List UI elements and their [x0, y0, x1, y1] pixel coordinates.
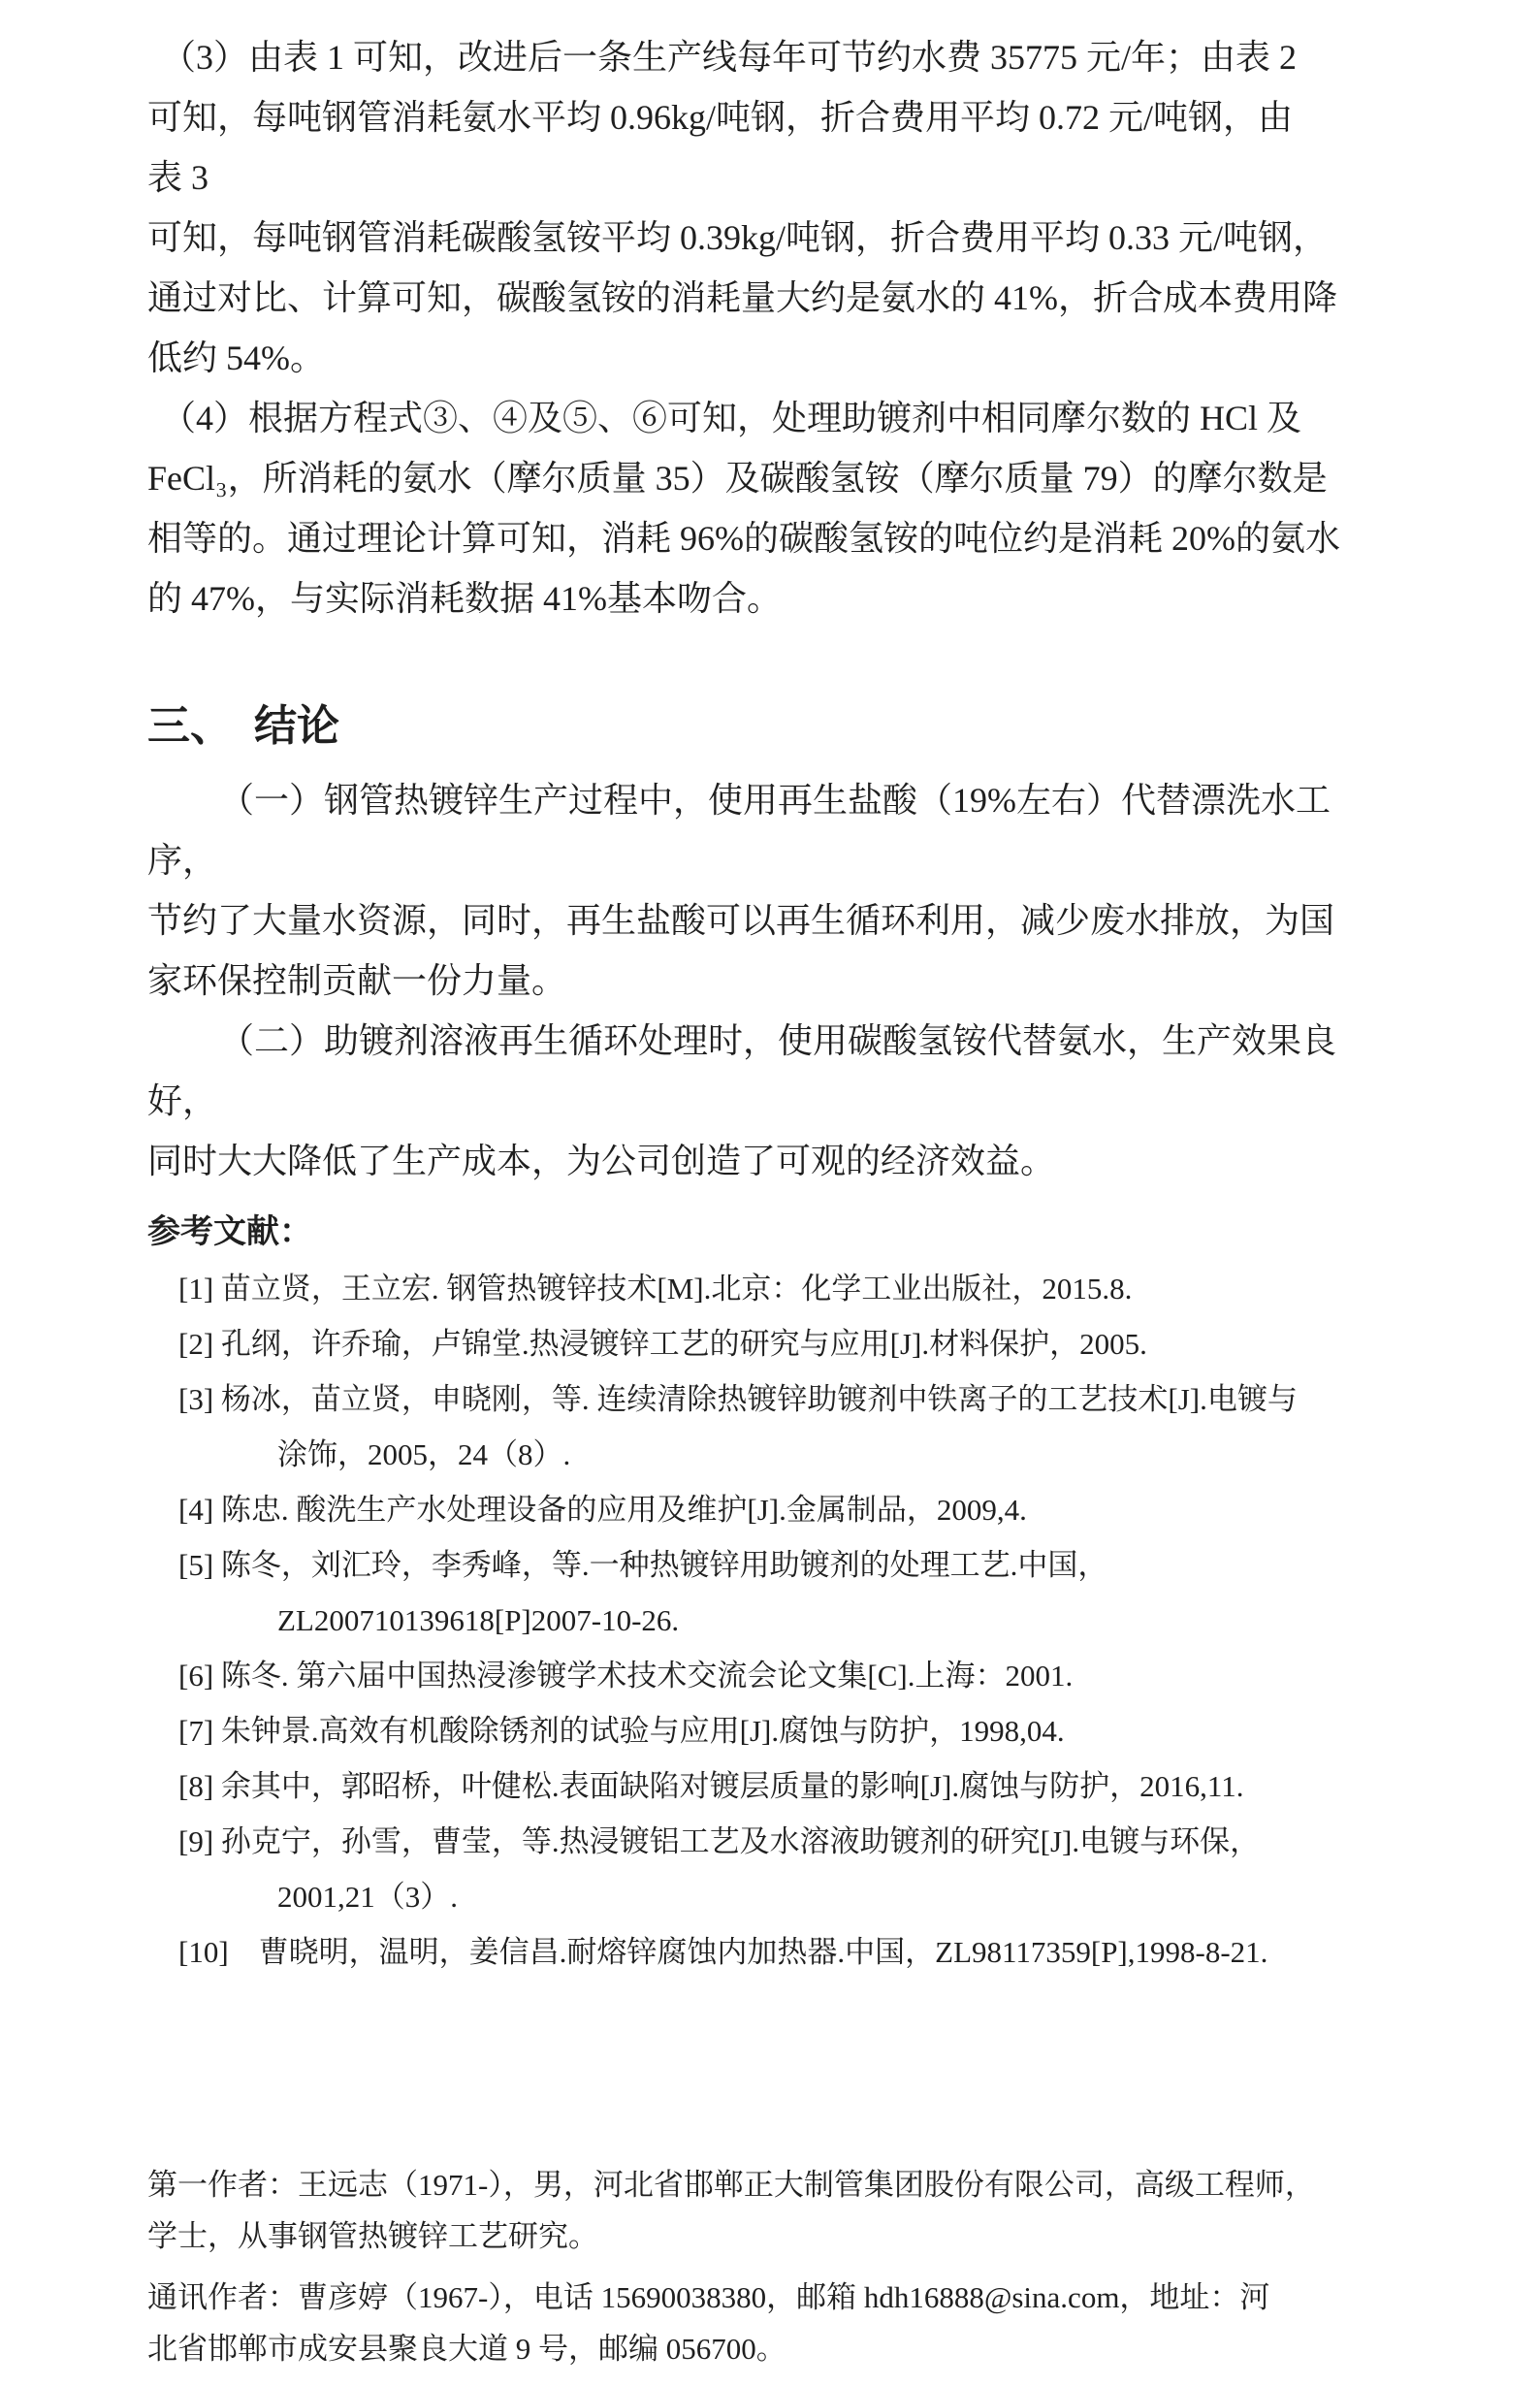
paragraph [147, 770, 1395, 1011]
text-line: 同时大大降低了生产成本，为公司创造了可观的经济效益。 [147, 1142, 1056, 1180]
text-line: 可知，每吨钢管消耗碳酸氢铵平均 0.39kg/吨钢，折合费用平均 0.33 元/吨钢， [147, 218, 1329, 257]
author-note [147, 2272, 1395, 2374]
text-line: 节约了大量水资源，同时，再生盐酸可以再生循环利用，减少废水排放，为国 [147, 901, 1335, 940]
reference-item [147, 1371, 1395, 1482]
text-line: （4）根据方程式③、④及⑤、⑥可知，处理助镀剂中相同摩尔数的 HCl 及 [161, 399, 1302, 437]
paragraph [147, 1011, 1395, 1191]
reference-item [147, 1924, 1395, 1980]
text-line: 北省邯郸市成安县聚良大道 9 号，邮编 056700。 [147, 2332, 786, 2366]
text-line: [2] 孔纲，许乔瑜，卢锦堂.热浸镀锌工艺的研究与应用[J].材料保护，2005. [178, 1327, 1147, 1361]
section-heading [147, 696, 1395, 757]
text-line: 可知，每吨钢管消耗氨水平均 0.96kg/吨钢，折合费用平均 0.72 元/吨钢，由 [147, 98, 1294, 137]
reference-item [147, 1482, 1395, 1537]
text-line: 低约 54%。 [147, 339, 325, 377]
reference-item [147, 1261, 1395, 1316]
paragraph [147, 27, 1395, 388]
text-line: [7] 朱钟景.高效有机酸除锈剂的试验与应用[J].腐蚀与防护，1998,04. [178, 1714, 1065, 1748]
reference-item [147, 1703, 1395, 1758]
text-line: 三、 结论 [147, 702, 339, 750]
document-content [147, 27, 1395, 2374]
text-line: [1] 苗立贤，王立宏. 钢管热镀锌技术[M].北京：化学工业出版社，2015.8. [178, 1272, 1133, 1306]
reference-item [147, 1814, 1395, 1924]
text-line: ZL200710139618[P]2007-10-26. [277, 1603, 680, 1637]
text-line: （一）钢管热镀锌生产过程中，使用再生盐酸（19%左右）代替漂洗水工序， [147, 781, 1331, 880]
reference-item [147, 1758, 1395, 1814]
text-line: [3] 杨冰，苗立贤，申晓刚，等. 连续清除热镀锌助镀剂中铁离子的工艺技术[J].电镀与 [178, 1382, 1298, 1416]
text-line: 的 47%，与实际消耗数据 41%基本吻合。 [147, 579, 782, 618]
reference-item [147, 1537, 1395, 1648]
text-line: 第一作者：王远志（1971-），男，河北省邯郸正大制管集团股份有限公司，高级工程师， [147, 2168, 1315, 2202]
reference-item [147, 1648, 1395, 1703]
paragraph [147, 388, 1395, 629]
text-line: FeCl₃，所消耗的氨水（摩尔质量 35）及碳酸氢铵（摩尔质量 79）的摩尔数是 [147, 459, 1328, 498]
text-line: （二）助镀剂溶液再生循环处理时，使用碳酸氢铵代替氨水，生产效果良好， [147, 1021, 1337, 1120]
reference-item [147, 1316, 1395, 1371]
author-note [147, 2159, 1395, 2262]
text-line: [4] 陈忠. 酸洗生产水处理设备的应用及维护[J].金属制品，2009,4. [178, 1493, 1027, 1527]
text-line: 表 3 [147, 158, 209, 197]
text-line: 参考文献： [147, 1214, 312, 1250]
text-line: 通过对比、计算可知，碳酸氢铵的消耗量大约是氨水的 41%，折合成本费用降 [147, 278, 1337, 317]
text-line: 家环保控制贡献一份力量。 [147, 961, 567, 1000]
text-line: 涂饰，2005，24（8）. [277, 1437, 571, 1471]
text-line: 2001,21（3）. [277, 1880, 458, 1914]
text-line: [5] 陈冬，刘汇玲，李秀峰，等.一种热镀锌用助镀剂的处理工艺.中国， [178, 1548, 1108, 1582]
text-line: 相等的。通过理论计算可知，消耗 96%的碳酸氢铵的吨位约是消耗 20%的氨水 [147, 519, 1340, 558]
text-line: 通讯作者：曹彦婷（1967-），电话 15690038380，邮箱 hdh16888@sina.com，地址：河 [147, 2280, 1270, 2314]
text-line: （3）由表 1 可知，改进后一条生产线每年可节约水费 35775 元/年；由表 2 [161, 38, 1298, 77]
references-label [147, 1205, 1395, 1261]
text-line: [10] 曹晓明，温明，姜信昌.耐熔锌腐蚀内加热器.中国，ZL98117359[P],1998-8-21. [178, 1935, 1268, 1969]
text-line: 学士，从事钢管热镀锌工艺研究。 [147, 2219, 598, 2253]
text-line: [6] 陈冬. 第六届中国热浸渗镀学术技术交流会论文集[C].上海：2001. [178, 1659, 1074, 1693]
text-line: [9] 孙克宁，孙雪，曹莹，等.热浸镀铝工艺及水溶液助镀剂的研究[J].电镀与环保， [178, 1824, 1261, 1858]
text-line: [8] 余其中，郭昭桥，叶健松.表面缺陷对镀层质量的影响[J].腐蚀与防护，2016,11. [178, 1769, 1244, 1803]
